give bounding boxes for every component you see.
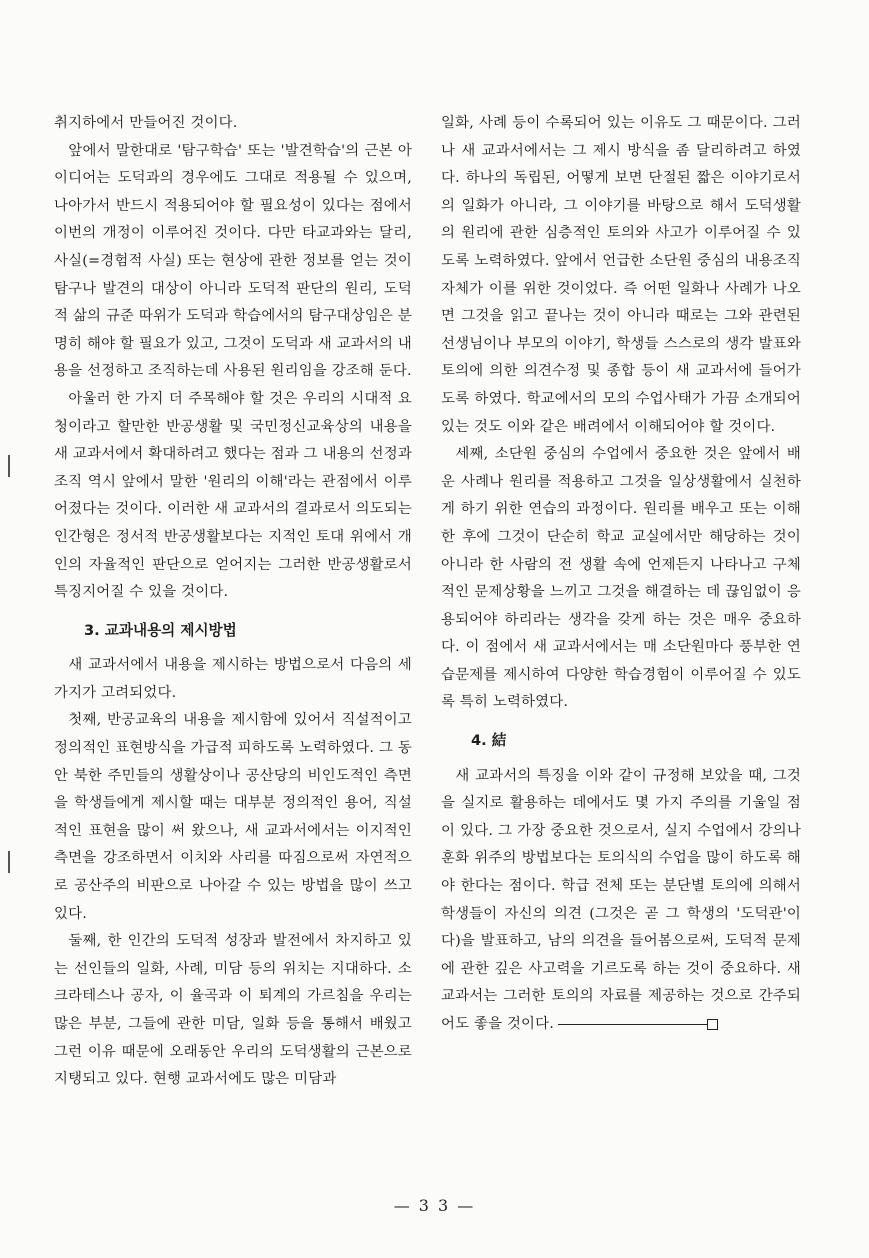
paragraph: 새 교과서에서 내용을 제시하는 방법으로서 다음의 세가지가 고려되었다. (54, 657, 412, 701)
paragraph: 아울러 한 가지 더 주목해야 할 것은 우리의 시대적 요청이라고 할만한 반공생활 및 국민정신교육상의 내용을 새 교과서에서 확대하려고 했다는 점과 그 내용의 선정과 조직 역시 앞에서 말한 '원리의 이해'라는 관점에서 이루어졌다는 것이다. 이러한 새 교과서의 결과로서 의도되는 인간형은 정서적 반공생활보다는 지적인 토대 위에서 개인의 자율적인 판단으로 얻어지는 그러한 반공생활로서 특징지어질 수 있을 것이다. (54, 390, 412, 601)
end-mark-icon (707, 1019, 718, 1030)
scan-margin-mark (8, 455, 10, 477)
section-heading: 4. 結 (471, 732, 507, 750)
paragraph: 둘째, 한 인간의 도덕적 성장과 발전에서 차지하고 있는 선인들의 일화, 사례, 미담 등의 위치는 지대하다. 소크라테스나 공자, 이 율곡과 이 퇴계의 가르침을 우리는 많은 부분, 그들에 관한 미담, 일화 등을 통해서 배웠고 그런 이유 때문에 오래동안 우리의 도덕생활의 근본으로 지탱되고 있다. 현행 교과서에도 많은 미담과 (54, 933, 412, 1088)
paragraph: 세째, 소단원 중심의 수업에서 중요한 것은 앞에서 배운 사례나 원리를 적용하고 그것을 일상생활에서 실천하게 하기 위한 연습의 과정이다. 원리를 배우고 또는 이해한 후에 그것이 단순히 학교 교실에서만 해당하는 것이 아니라 한 사람의 전 생활 속에 언제든지 나타나고 구체적인 문제상황을 느끼고 그것을 해결하는 데 끊임없이 응용되어야 하리라는 생각을 갖게 하는 것은 매우 중요하다. 이 점에서 새 교과서에서는 매 소단원마다 풍부한 연습문제를 제시하여 다양한 학습경험이 이루어질 수 있도록 특히 노력하였다. (441, 446, 801, 711)
scan-margin-mark (8, 851, 10, 873)
page-number: — 3 3 — (393, 1196, 476, 1215)
right-column (441, 110, 801, 1039)
paragraph-final (441, 763, 801, 1039)
paragraph-text: 새 교과서의 특징을 이와 같이 규정해 보았을 때, 그것을 실지로 활용하는 데에서도 몇 가지 주의를 기울일 점이 있다. 그 가장 중요한 것으로서, 실지 수업에서 강의나 훈화 위주의 방법보다는 토의식의 수업을 많이 하도록 해야 한다는 점이다. 학급 전체 또는 분단별 토의에 의해서 학생들이 자신의 의견 (그것은 곧 그 학생의 '도덕관'이다)을 발표하고, 남의 의견을 들어봄으로써, 도덕적 문제에 관한 깊은 사고력을 기르도록 하는 것이 중요하다. 새 교과서는 그러한 토의의 자료를 제공하는 것으로 간주되어도 좋을 것이다. (441, 767, 801, 1032)
left-column (54, 110, 412, 1094)
paragraph: 취지하에서 만들어진 것이다. (54, 115, 238, 131)
paragraph: 앞에서 말한대로 '탐구학습' 또는 '발견학습'의 근본 아이디어는 도덕과의 경우에도 그대로 적용될 수 있으며, 나아가서 반드시 적용되어야 할 필요성이 있다는 점에서 이번의 개정이 이루어진 것이다. 다만 타교과와는 달리, 사실(=경험적 사실) 또는 현상에 관한 정보를 얻는 것이 탐구나 발견의 대상이 아니라 도덕적 판단의 원리, 도덕적 삶의 규준 따위가 도덕과 학습에서의 탐구대상임은 분명히 해야 할 필요가 있고, 그것이 도덕과 새 교과서의 내용을 선정하고 조직하는데 사용된 원리임을 강조해 둔다. (54, 142, 412, 380)
paragraph: 일화, 사례 등이 수록되어 있는 이유도 그 때문이다. 그러나 새 교과서에서는 그 제시 방식을 좀 달리하려고 하였다. 하나의 독립된, 어떻게 보면 단절된 짧은 이야기로서의 일화가 아니라, 그 이야기를 바탕으로 해서 도덕생활의 원리에 관한 심층적인 토의와 사고가 이루어질 수 있도록 노력하였다. 앞에서 언급한 소단원 중심의 내용조직 자체가 이를 위한 것이었다. 즉 어떤 일화나 사례가 나오면 그것을 읽고 끝나는 것이 아니라 때로는 그와 관련된 선생님이나 부모의 이야기, 학생들 스스로의 생각 발표와 토의에 의한 의견수정 및 종합 등이 새 교과서에 들어가도록 하였다. 학교에서의 모의 수업사태가 가끔 소개되어 있는 것도 이와 같은 배려에서 이해되어야 할 것이다. (441, 115, 801, 435)
end-rule (558, 1024, 708, 1025)
section-heading: 3. 교과내용의 제시방법 (84, 621, 237, 639)
paragraph: 첫째, 반공교육의 내용을 제시함에 있어서 직설적이고 정의적인 표현방식을 가급적 피하도록 노력하였다. 그 동안 북한 주민들의 생활상이나 공산당의 비인도적인 측면을 학생들에게 제시할 때는 대부분 정의적인 용어, 직설적인 표현을 많이 써 왔으나, 새 교과서에서는 이지적인 측면을 강조하면서 이치와 사리를 따짐으로써 자연적으로 공산주의 비판으로 나아갈 수 있는 방법을 많이 쓰고 있다. (54, 712, 412, 922)
